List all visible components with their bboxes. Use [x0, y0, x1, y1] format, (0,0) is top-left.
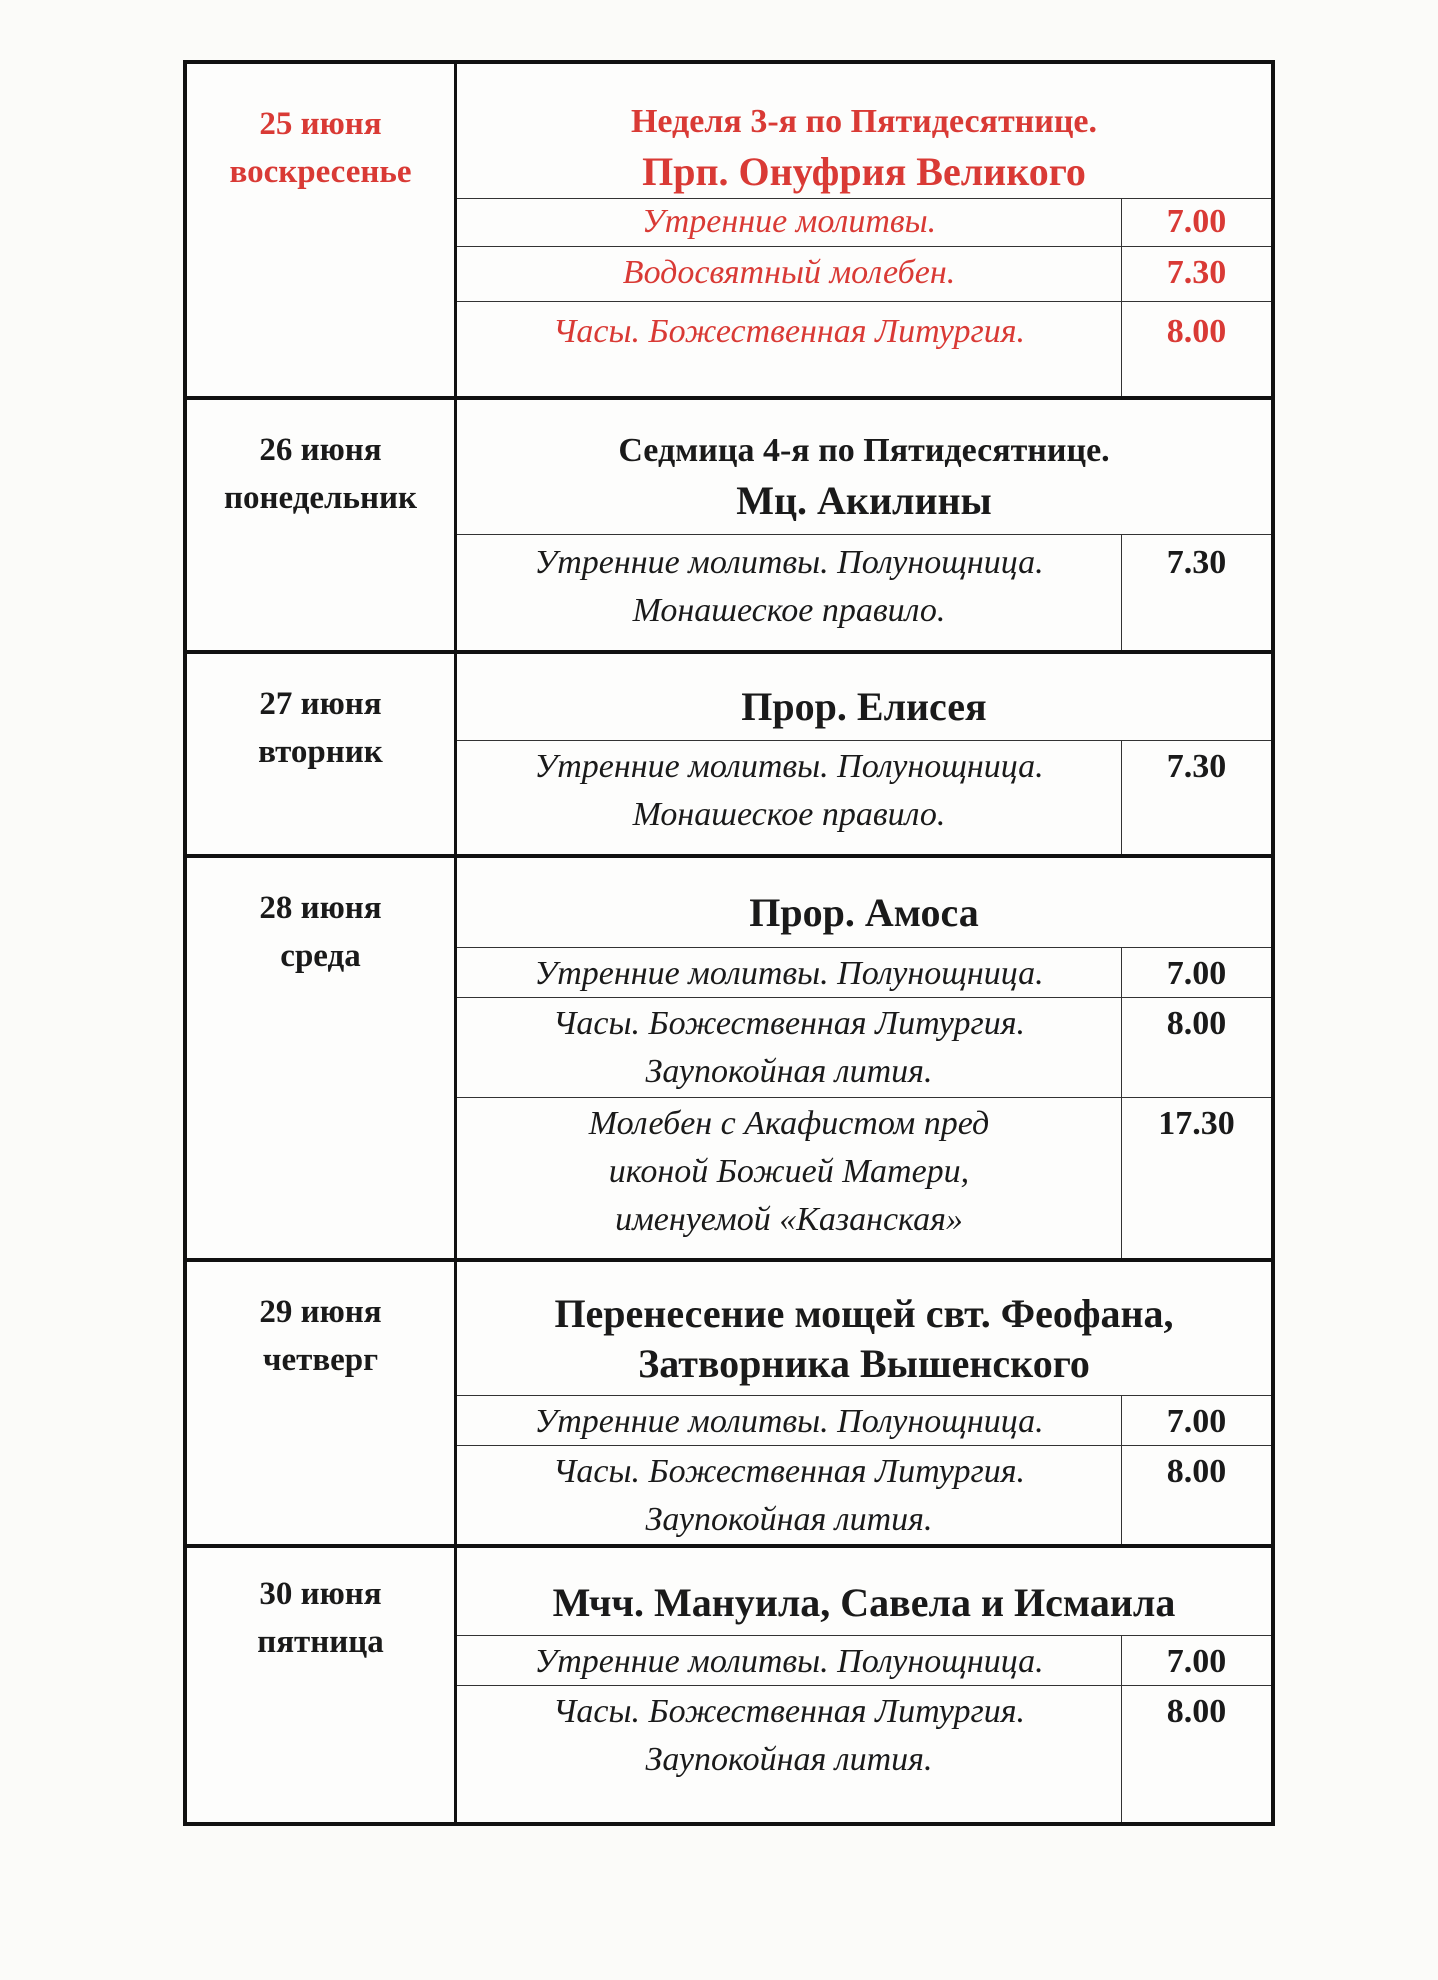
day-weekday: вторник	[258, 734, 383, 770]
service-name	[457, 1686, 1122, 1822]
service-name-line: Заупокойная лития.	[645, 1741, 933, 1778]
day-content	[457, 1548, 1271, 1822]
day-content	[457, 654, 1271, 854]
day-weekday: воскресенье	[229, 154, 412, 190]
day-title-line2: Прп. Онуфрия Великого	[642, 149, 1086, 194]
day-title-line2: Мц. Акилины	[736, 478, 992, 523]
service-row	[457, 1636, 1271, 1686]
service-name	[457, 1446, 1122, 1544]
day-title-line1: Седмица 4-я по Пятидесятнице.	[618, 432, 1110, 469]
day-row-2	[187, 396, 1271, 650]
day-date-cell	[187, 1548, 457, 1822]
day-date: 26 июня	[259, 432, 382, 468]
service-time: 7.00	[1166, 203, 1227, 240]
service-time: 8.00	[1166, 1453, 1227, 1490]
day-date-cell	[187, 858, 457, 1258]
service-name	[457, 1098, 1122, 1258]
day-row-6	[187, 1544, 1271, 1822]
service-time: 7.30	[1166, 544, 1227, 581]
service-time: 8.00	[1166, 313, 1227, 350]
service-name	[457, 302, 1122, 396]
service-name	[457, 247, 1122, 301]
service-row	[457, 1686, 1271, 1822]
service-name-line: Часы. Божественная Литургия.	[552, 1693, 1026, 1730]
day-title	[457, 1548, 1271, 1636]
service-name-line: именуемой «Казанская»	[615, 1201, 963, 1238]
day-date-cell	[187, 400, 457, 650]
day-title	[457, 1262, 1271, 1396]
service-row	[457, 302, 1271, 396]
service-name-line: Утренние молитвы. Полунощница.	[534, 1643, 1044, 1680]
service-row	[457, 247, 1271, 302]
day-title	[457, 400, 1271, 535]
service-name-line: Монашеское правило.	[632, 592, 946, 629]
day-content	[457, 64, 1271, 396]
service-row	[457, 948, 1271, 998]
day-date-cell	[187, 654, 457, 854]
service-name	[457, 199, 1122, 246]
day-title	[457, 64, 1271, 199]
day-weekday: понедельник	[223, 480, 418, 516]
service-name	[457, 535, 1122, 650]
service-row	[457, 199, 1271, 247]
day-row-4	[187, 854, 1271, 1258]
day-title-line2: Прор. Амоса	[749, 890, 979, 935]
service-row	[457, 998, 1271, 1098]
service-name	[457, 1636, 1122, 1685]
service-time: 7.30	[1166, 254, 1227, 291]
service-time: 17.30	[1158, 1105, 1235, 1142]
service-row	[457, 535, 1271, 650]
day-weekday: среда	[280, 938, 361, 974]
day-date-cell	[187, 1262, 457, 1544]
day-title-line2: Затворника Вышенского	[638, 1341, 1090, 1386]
service-name-line: Утренние молитвы. Полунощница.	[534, 955, 1044, 992]
service-name-line: Утренние молитвы. Полунощница.	[534, 748, 1044, 785]
service-name-line: Часы. Божественная Литургия.	[552, 313, 1026, 350]
schedule-table	[183, 60, 1275, 1826]
day-title	[457, 654, 1271, 741]
day-content	[457, 858, 1271, 1258]
day-weekday: пятница	[257, 1624, 384, 1660]
service-time: 8.00	[1166, 1693, 1227, 1730]
service-name-line: иконой Божией Матери,	[608, 1153, 970, 1190]
service-name-line: Молебен с Акафистом пред	[588, 1105, 990, 1142]
day-title-line2: Мчч. Мануила, Савела и Исмаила	[552, 1580, 1176, 1625]
service-name-line: Заупокойная лития.	[645, 1501, 933, 1538]
day-content	[457, 1262, 1271, 1544]
service-row	[457, 1396, 1271, 1446]
service-name-line: Утренние молитвы. Полунощница.	[534, 544, 1044, 581]
day-row-3	[187, 650, 1271, 854]
day-row-1	[187, 64, 1271, 396]
service-name	[457, 948, 1122, 997]
service-row	[457, 741, 1271, 854]
day-title	[457, 858, 1271, 948]
day-date-cell	[187, 64, 457, 396]
service-time: 7.00	[1166, 1403, 1227, 1440]
day-date: 29 июня	[259, 1294, 382, 1330]
service-name-line: Заупокойная лития.	[645, 1053, 933, 1090]
day-date: 30 июня	[259, 1576, 382, 1612]
service-name-line: Водосвятный молебен.	[622, 254, 956, 291]
service-name	[457, 1396, 1122, 1445]
day-date: 27 июня	[259, 686, 382, 722]
day-date: 25 июня	[259, 106, 382, 142]
service-name	[457, 741, 1122, 854]
service-time: 7.00	[1166, 955, 1227, 992]
service-time: 7.00	[1166, 1643, 1227, 1680]
day-date: 28 июня	[259, 890, 382, 926]
service-row	[457, 1446, 1271, 1544]
service-name-line: Часы. Божественная Литургия.	[552, 1005, 1026, 1042]
service-name-line: Утренние молитвы.	[641, 203, 937, 240]
day-row-5	[187, 1258, 1271, 1544]
service-name-line: Монашеское правило.	[632, 796, 946, 833]
day-content	[457, 400, 1271, 650]
service-name	[457, 998, 1122, 1097]
day-title-line1: Неделя 3-я по Пятидесятнице.	[630, 103, 1098, 140]
service-name-line: Утренние молитвы. Полунощница.	[534, 1403, 1044, 1440]
service-time: 8.00	[1166, 1005, 1227, 1042]
day-weekday: четверг	[262, 1342, 379, 1378]
day-title-line2: Прор. Елисея	[741, 684, 987, 729]
day-title-line1: Перенесение мощей свт. Феофана,	[554, 1291, 1174, 1336]
service-row	[457, 1098, 1271, 1258]
service-name-line: Часы. Божественная Литургия.	[552, 1453, 1026, 1490]
service-time: 7.30	[1166, 748, 1227, 785]
